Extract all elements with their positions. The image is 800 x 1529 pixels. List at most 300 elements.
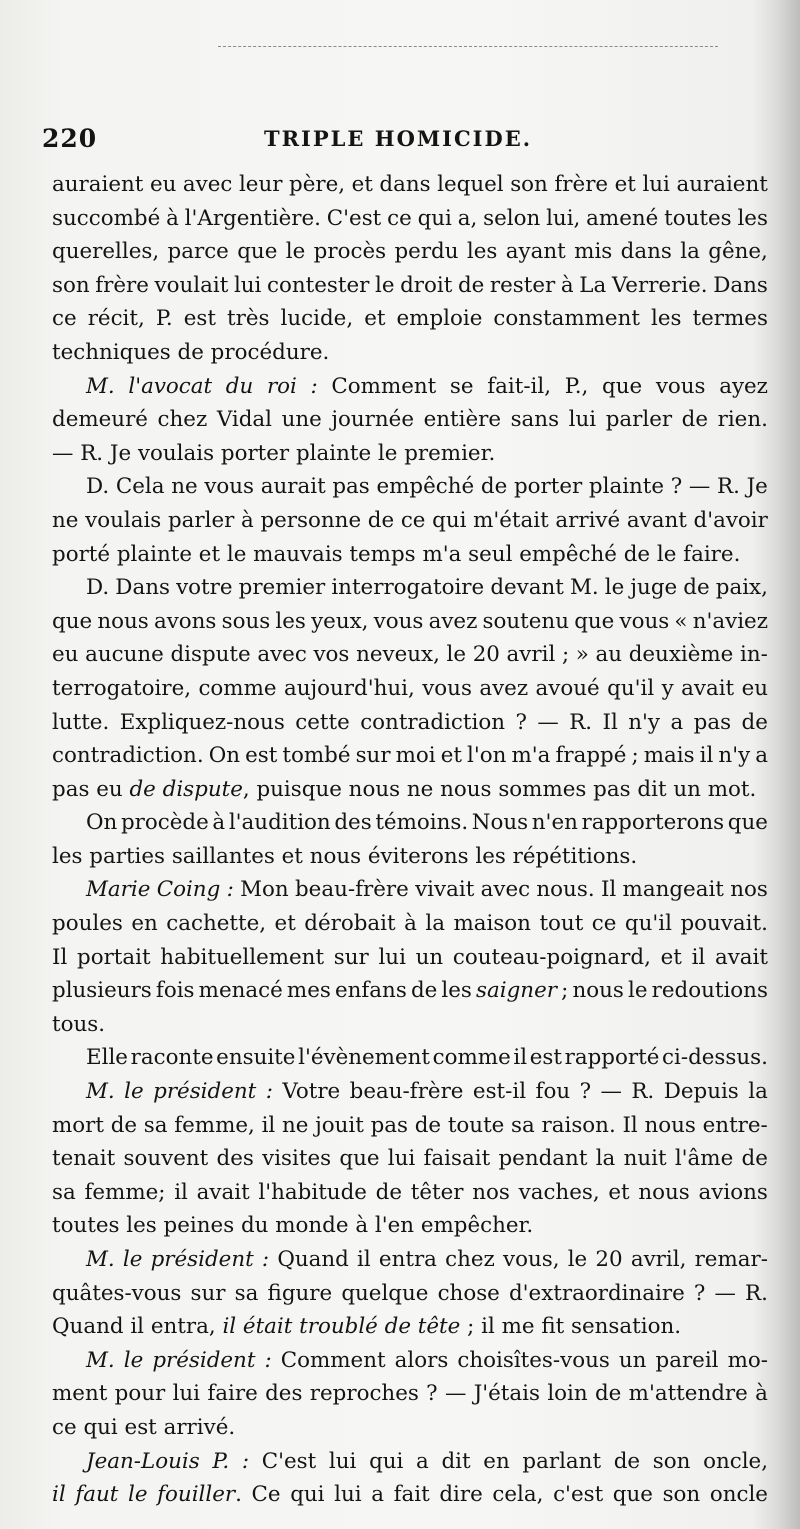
word: à <box>212 810 226 836</box>
word: faire <box>207 1381 258 1407</box>
word: sa <box>52 1179 76 1205</box>
word: c'est <box>553 1482 604 1508</box>
word: parce <box>167 239 229 265</box>
word: en <box>131 911 158 937</box>
text-run: porté plainte et le mauvais temps m'a seul empêché de le faire. <box>52 541 741 567</box>
word: : <box>265 1079 273 1105</box>
word: que <box>602 373 643 399</box>
word: R. <box>631 1079 655 1105</box>
word: pas <box>693 709 732 735</box>
word: termes <box>692 306 768 332</box>
word: de <box>480 474 508 500</box>
word: raconte <box>130 1045 214 1071</box>
word: On <box>208 743 241 769</box>
text-line <box>52 739 768 773</box>
word: tenait <box>52 1146 116 1172</box>
word: P., <box>564 373 589 399</box>
word: de <box>457 272 485 298</box>
word: sur <box>333 944 369 970</box>
word: le <box>627 978 648 1004</box>
word: lui, <box>546 205 581 231</box>
word: le <box>285 239 306 265</box>
word: couteau-poignard, <box>452 944 651 970</box>
word: lui <box>642 172 670 197</box>
word: M. <box>86 1079 115 1105</box>
word: jouit <box>315 1112 364 1138</box>
word: chose <box>437 1280 500 1306</box>
word: et <box>660 944 682 970</box>
word: n'en <box>531 810 578 836</box>
word: voulais <box>85 507 162 533</box>
word: avec <box>257 642 307 668</box>
word: moi <box>395 743 436 769</box>
word: avons <box>153 608 217 634</box>
word: reproches <box>309 1381 419 1407</box>
word: président <box>150 1247 254 1272</box>
word: Je <box>746 474 768 500</box>
word: que <box>52 608 93 634</box>
word: à <box>560 272 574 298</box>
text-line <box>52 538 768 572</box>
word: avoué <box>535 675 600 701</box>
word: Votre <box>282 1079 341 1105</box>
text-line <box>52 336 768 370</box>
word: des <box>265 1381 303 1407</box>
word: de <box>110 1112 138 1138</box>
word: demeuré <box>52 407 148 433</box>
word: chez <box>157 407 208 433</box>
word: faisait <box>423 1146 491 1172</box>
word: Vidal <box>216 407 273 433</box>
word: a <box>755 743 768 769</box>
word: quelque <box>341 1280 429 1306</box>
word: ; <box>561 642 570 668</box>
word: le <box>446 642 467 668</box>
word: d'avoir <box>693 507 768 533</box>
word: Cela <box>115 474 165 500</box>
word: amené <box>586 205 659 231</box>
word: femme, <box>174 1112 255 1138</box>
word: son <box>510 172 548 197</box>
word: portait <box>77 944 151 970</box>
word: D. <box>86 575 110 601</box>
text-line <box>52 504 768 538</box>
word: qu'il <box>607 675 655 701</box>
word: sans <box>510 407 560 433</box>
word: l'Argentière. <box>184 205 321 231</box>
word: rapporterons <box>581 810 725 836</box>
word: la <box>680 239 700 265</box>
word: Il <box>602 709 618 735</box>
word: contester <box>267 272 370 298</box>
word: porter <box>513 474 583 500</box>
word: : <box>261 1247 270 1272</box>
word: président <box>152 1347 256 1373</box>
text-line <box>52 907 768 941</box>
word: est <box>529 1045 562 1071</box>
word: il <box>699 743 714 769</box>
word: son <box>52 272 90 298</box>
word: à <box>755 1381 768 1407</box>
word: juge <box>630 575 678 601</box>
word: ce <box>400 507 426 533</box>
word: vous <box>373 608 424 634</box>
word: yeux, <box>311 608 369 634</box>
word: soutenu <box>482 608 569 634</box>
text-run: pas eu <box>52 776 130 802</box>
word: vous, <box>503 1247 560 1272</box>
word: Mon <box>240 877 289 903</box>
word: une <box>281 407 322 433</box>
word: son <box>652 1448 691 1474</box>
word: paix, <box>715 575 768 601</box>
word: procède <box>120 810 209 836</box>
word: frère <box>554 172 609 197</box>
word: et <box>440 743 462 769</box>
word: ci-dessus. <box>662 1045 768 1071</box>
word: : <box>226 877 234 903</box>
word: de <box>367 507 395 533</box>
word: fouiller. <box>157 1482 242 1508</box>
word: pareil <box>655 1347 719 1373</box>
word: vous <box>619 608 670 634</box>
text-run: ; il me fit sensation. <box>460 1314 682 1340</box>
word: lui <box>378 944 406 970</box>
word: 20 <box>595 1247 623 1272</box>
text-line <box>52 941 768 975</box>
text-line <box>52 168 768 202</box>
word: cette <box>295 709 350 735</box>
word: ce <box>52 306 77 332</box>
text-line <box>52 672 768 706</box>
word: a <box>416 1448 429 1474</box>
word: saigner <box>476 978 557 1004</box>
word: ne <box>52 507 79 533</box>
word: Il <box>600 877 617 903</box>
word: P. <box>155 306 173 332</box>
word: oncle, <box>703 1448 768 1474</box>
text-line <box>52 1142 768 1176</box>
word: mes <box>286 978 331 1004</box>
word: R. <box>745 1280 768 1306</box>
word: pas <box>332 474 370 500</box>
word: Dans <box>115 575 170 601</box>
word: nous <box>644 1112 696 1138</box>
word: les <box>651 306 682 332</box>
word: m'a <box>511 743 551 769</box>
word: Comment <box>280 1347 386 1373</box>
text-line <box>52 840 768 874</box>
word: : <box>241 1448 250 1474</box>
word: le <box>127 1482 148 1508</box>
word: » <box>575 642 589 668</box>
text-line <box>52 1109 768 1143</box>
word: lutte. <box>52 709 110 735</box>
word: fou <box>535 1079 571 1105</box>
word: procès <box>313 239 387 265</box>
word: comme <box>198 675 277 701</box>
word: terrogatoire, <box>52 675 192 701</box>
word: que <box>339 1146 380 1172</box>
word: que <box>727 810 768 836</box>
word: avril <box>506 642 556 668</box>
word: souvent <box>123 1146 209 1172</box>
word: n'aviez <box>692 608 768 634</box>
text-line <box>52 571 768 605</box>
word: et <box>364 306 386 332</box>
word: à <box>166 205 179 231</box>
word: est <box>245 743 278 769</box>
word: il <box>52 1482 66 1508</box>
word: remar- <box>694 1247 768 1272</box>
word: ce <box>387 205 412 231</box>
word: votre <box>176 575 233 601</box>
word: lucide, <box>280 306 354 332</box>
word: les <box>737 205 768 231</box>
word: la <box>425 911 445 937</box>
word: avions <box>698 1179 768 1205</box>
word: choisîtes-vous <box>457 1347 610 1373</box>
word: quâtes-vous <box>52 1280 182 1306</box>
word: de <box>410 978 438 1004</box>
word: comme <box>432 1045 511 1071</box>
word: il <box>691 944 706 970</box>
word: vous <box>204 474 255 500</box>
word: M. <box>569 575 599 601</box>
word: voulait <box>154 272 229 298</box>
text-line <box>52 1411 768 1445</box>
word: dans <box>379 172 431 197</box>
word: ? <box>579 1079 592 1105</box>
word: entière <box>423 407 501 433</box>
word: les <box>441 978 472 1004</box>
word: Il <box>52 944 68 970</box>
word: dans <box>620 239 672 265</box>
word: fait-il, <box>487 373 552 399</box>
word: lui <box>328 1448 357 1474</box>
word: de <box>414 1112 442 1138</box>
word: eu <box>149 172 177 197</box>
word: mais <box>643 743 695 769</box>
word: il <box>174 1179 188 1205</box>
word: femme; <box>84 1179 166 1205</box>
word: visites <box>262 1146 332 1172</box>
word: au <box>595 642 623 668</box>
word: rapporté <box>564 1045 660 1071</box>
text-line <box>52 974 768 1008</box>
text-line <box>52 1445 768 1479</box>
page-number: 220 <box>42 124 98 153</box>
word: le <box>604 575 625 601</box>
word: vivait <box>415 877 475 903</box>
word: lui <box>172 1381 201 1407</box>
word: plusieurs <box>52 978 152 1004</box>
word: il <box>513 1045 528 1071</box>
word: avec <box>480 877 531 903</box>
word: nous. <box>536 877 595 903</box>
word: l'habitude <box>258 1179 367 1205</box>
text-line <box>52 1478 768 1512</box>
word: est-il <box>472 1079 527 1105</box>
text-line <box>52 1243 768 1277</box>
word: ne <box>281 1112 309 1138</box>
word: pas <box>370 1112 409 1138</box>
word: rien. <box>717 407 768 433</box>
word: ? <box>693 1280 706 1306</box>
word: — <box>688 474 711 500</box>
word: avant <box>626 507 687 533</box>
word: sur <box>355 743 391 769</box>
word: sa <box>511 1112 535 1138</box>
word: loin <box>547 1381 588 1407</box>
word: beau-frère <box>294 877 409 903</box>
word: toute <box>447 1112 505 1138</box>
word: ; <box>631 743 639 769</box>
word: J'étais <box>473 1381 540 1407</box>
word: le <box>123 1347 144 1373</box>
word: auraient <box>52 172 144 197</box>
text-line <box>52 1008 768 1042</box>
word: Quand <box>277 1247 349 1272</box>
word: les <box>275 608 306 634</box>
text-line <box>52 235 768 269</box>
word: avez <box>428 608 478 634</box>
word: il <box>261 1112 276 1138</box>
word: de <box>375 1179 403 1205</box>
word: pendant <box>498 1146 588 1172</box>
word: Verrerie. <box>611 272 708 298</box>
word: eu <box>741 675 768 701</box>
word: perdu <box>394 239 459 265</box>
word: sur <box>190 1280 226 1306</box>
word: parler <box>167 507 235 533</box>
word: nous <box>572 978 624 1004</box>
italic-run: de dispute <box>129 776 243 802</box>
text-line <box>52 638 768 672</box>
running-header <box>38 120 758 160</box>
italic-run: il était troublé de tête <box>222 1314 461 1340</box>
word: et <box>614 172 636 197</box>
word: tombé <box>282 743 351 769</box>
word: un <box>415 944 444 970</box>
word: lequel <box>437 172 504 197</box>
word: se <box>449 373 474 399</box>
word: entre- <box>702 1112 768 1138</box>
word: raison. <box>541 1112 616 1138</box>
word: vaches, <box>518 1179 600 1205</box>
word: habituellement <box>160 944 325 970</box>
word: avait <box>681 675 735 701</box>
word: cachette, <box>166 911 267 937</box>
word: avait <box>196 1179 250 1205</box>
word: neveux, <box>356 642 440 668</box>
word: figure <box>267 1280 333 1306</box>
running-title: TRIPLE HOMICIDE. <box>263 126 533 151</box>
word: que <box>612 1482 653 1508</box>
word: aucune <box>85 642 164 668</box>
word: mis <box>574 239 613 265</box>
word: emploie <box>396 306 483 332</box>
word: On <box>86 810 118 836</box>
word: aurait <box>260 474 326 500</box>
word: journée <box>331 407 414 433</box>
word: R. <box>569 709 593 735</box>
word: est <box>183 306 216 332</box>
word: l'évènement <box>298 1045 430 1071</box>
word: vous <box>655 373 706 399</box>
word: Il <box>622 1112 638 1138</box>
word: du <box>225 373 254 399</box>
word: vos <box>313 642 350 668</box>
text-run: Quand il entra, <box>52 1314 223 1340</box>
word: qui <box>369 1448 404 1474</box>
word: les <box>466 239 498 265</box>
word: D. <box>86 474 110 500</box>
word: dérobait <box>304 911 396 937</box>
word: mangeait <box>622 877 724 903</box>
word: de <box>741 709 768 735</box>
word: 20 <box>472 642 500 668</box>
word: le <box>124 1079 144 1105</box>
top-rule <box>218 46 718 47</box>
word: le <box>122 1247 143 1272</box>
word: m'était <box>473 507 549 533</box>
word: ce <box>591 911 617 937</box>
word: a <box>371 1482 384 1508</box>
word: nous <box>638 1179 690 1205</box>
word: C'est <box>261 1448 317 1474</box>
word: sous <box>221 608 271 634</box>
word: leur <box>238 172 283 197</box>
word: avez <box>479 675 529 701</box>
word: très <box>227 306 270 332</box>
word: — <box>444 1381 467 1407</box>
word: alors <box>394 1347 449 1373</box>
word: il <box>357 1247 371 1272</box>
word: in- <box>739 642 768 668</box>
word: ne <box>171 474 198 500</box>
text-line <box>52 437 768 471</box>
word: entra <box>378 1247 437 1272</box>
word: l'avocat <box>128 373 213 399</box>
word: lui <box>233 272 262 298</box>
word: de <box>613 1448 641 1474</box>
word: succombé <box>52 205 161 231</box>
word: le <box>374 272 395 298</box>
text-line <box>52 1344 768 1378</box>
word: querelles, <box>52 239 160 265</box>
word: la <box>748 1079 768 1105</box>
word: et <box>274 911 296 937</box>
word: n'y <box>628 709 661 735</box>
word: des <box>216 1146 254 1172</box>
word: contradiction <box>360 709 506 735</box>
text-line <box>52 269 768 303</box>
word: — <box>600 1079 622 1105</box>
word: pour <box>114 1381 166 1407</box>
word: : <box>310 373 318 399</box>
word: père, <box>289 172 346 197</box>
word: ensuite <box>216 1045 296 1071</box>
text-line <box>52 370 768 404</box>
word: Marie <box>86 877 151 903</box>
word: empêché <box>376 474 475 500</box>
word: C'est <box>326 205 382 231</box>
text-line <box>52 1176 768 1210</box>
word: ayant <box>505 239 566 265</box>
word: de <box>594 1381 622 1407</box>
word: roi <box>266 373 297 399</box>
